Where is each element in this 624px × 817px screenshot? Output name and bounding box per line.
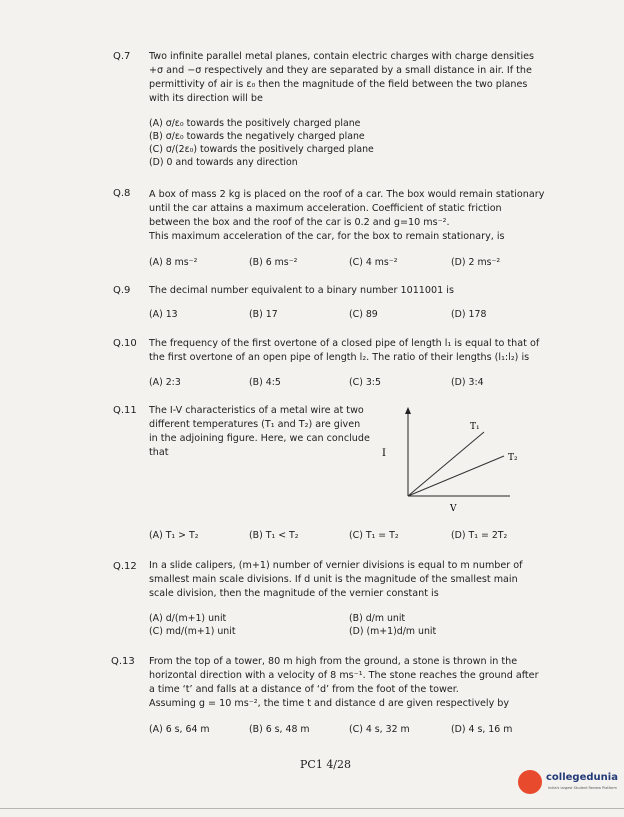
line-t1	[408, 432, 484, 496]
option-d: (D) 0 and towards any direction	[149, 157, 298, 168]
option-c: (C) 4 s, 32 m	[349, 724, 410, 735]
option-b: (B) 17	[249, 309, 278, 320]
option-a: (A) 13	[149, 309, 178, 320]
option-d: (D) 4 s, 16 m	[451, 724, 513, 735]
option-a: (A) 8 ms⁻²	[149, 257, 198, 268]
option-c: (C) md/(m+1) unit	[149, 626, 236, 637]
option-b: (B) T₁ < T₂	[249, 530, 299, 541]
option-b: (B) 6 ms⁻²	[249, 257, 298, 268]
option-d: (D) T₁ = 2T₂	[451, 530, 508, 541]
v-axis-label: V	[450, 504, 457, 514]
option-d: (D) (m+1)d/m unit	[349, 626, 437, 637]
brand-name: collegedunia	[546, 772, 618, 783]
question-number: Q.11	[113, 405, 137, 416]
question-stem: The decimal number equivalent to a binary number 1011001 is	[149, 285, 454, 296]
logo-mark-icon	[518, 770, 542, 794]
question-stem: Assuming g = 10 ms⁻², the time t and distance d are given respectively by	[149, 698, 510, 709]
option-a: (A) T₁ > T₂	[149, 530, 199, 541]
question-number: Q.13	[111, 656, 135, 667]
option-b: (B) σ/ε₀ towards the negatively charged plane	[149, 131, 365, 142]
question-number: Q.12	[113, 561, 137, 572]
collegedunia-logo	[512, 764, 624, 804]
question-stem: The I-V characteristics of a metal wire at two different temperatures (T₁ and T₂) are given in the adjoining figure. Here, we can conclude that	[149, 405, 370, 458]
option-d: (D) 178	[451, 309, 487, 320]
t1-label: T₁	[470, 422, 480, 432]
question-number: Q.10	[113, 338, 137, 349]
question-number: Q.7	[113, 51, 131, 62]
question-stem: A box of mass 2 kg is placed on the roof of a car. The box would remain stationary until the car attains a maximum acceleration. Coefficient of static friction between the box and the roof of the car is 0.2 and g=10 ms⁻².	[149, 189, 545, 228]
option-b: (B) d/m unit	[349, 613, 406, 624]
iv-characteristics-figure	[370, 398, 540, 518]
question-number: Q.9	[113, 285, 131, 296]
question-number: Q.8	[113, 188, 131, 199]
option-a: (A) d/(m+1) unit	[149, 613, 227, 624]
page-bottom-divider	[0, 808, 624, 809]
brand-tagline: India's largest Student Review Platform	[548, 786, 617, 790]
option-c: (C) σ/(2ε₀) towards the positively charged plane	[149, 144, 374, 155]
option-c: (C) 4 ms⁻²	[349, 257, 398, 268]
option-c: (C) 89	[349, 309, 378, 320]
i-axis-arrow	[405, 407, 411, 414]
t2-label: T₂	[508, 453, 518, 463]
option-b: (B) 4:5	[249, 377, 281, 388]
option-a: (A) σ/ε₀ towards the positively charged plane	[149, 118, 361, 129]
option-b: (B) 6 s, 48 m	[249, 724, 310, 735]
i-axis-label: I	[382, 448, 386, 459]
question-stem: In a slide calipers, (m+1) number of vernier divisions is equal to m number of smallest main scale divisions. If d unit is the magnitude of the smallest main scale division, then the magnitude of the vernier constant is	[149, 560, 523, 599]
option-d: (D) 3:4	[451, 377, 484, 388]
line-t2	[408, 456, 504, 496]
page-number: PC1 4/28	[300, 758, 352, 771]
option-c: (C) 3:5	[349, 377, 381, 388]
option-c: (C) T₁ = T₂	[349, 530, 399, 541]
question-stem: Two infinite parallel metal planes, contain electric charges with charge densities +σ and −σ respectively and they are separated by a small distance in air. If the permittivity of air is ε₀ then the magnitude of the field between the two planes with its direction will be	[149, 51, 535, 104]
question-stem: From the top of a tower, 80 m high from the ground, a stone is thrown in the horizontal direction with a velocity of 8 ms⁻¹. The stone reaches the ground after a time ‘t’ and falls at a distance of ‘d’ from the foot of the tower.	[149, 656, 539, 695]
question-stem: The frequency of the first overtone of a closed pipe of length l₁ is equal to that of the first overtone of an open pipe of length l₂. The ratio of their lengths (l₁:l₂) is	[149, 338, 540, 363]
option-a: (A) 2:3	[149, 377, 181, 388]
option-a: (A) 6 s, 64 m	[149, 724, 210, 735]
option-d: (D) 2 ms⁻²	[451, 257, 501, 268]
question-stem: This maximum acceleration of the car, for the box to remain stationary, is	[149, 231, 505, 242]
